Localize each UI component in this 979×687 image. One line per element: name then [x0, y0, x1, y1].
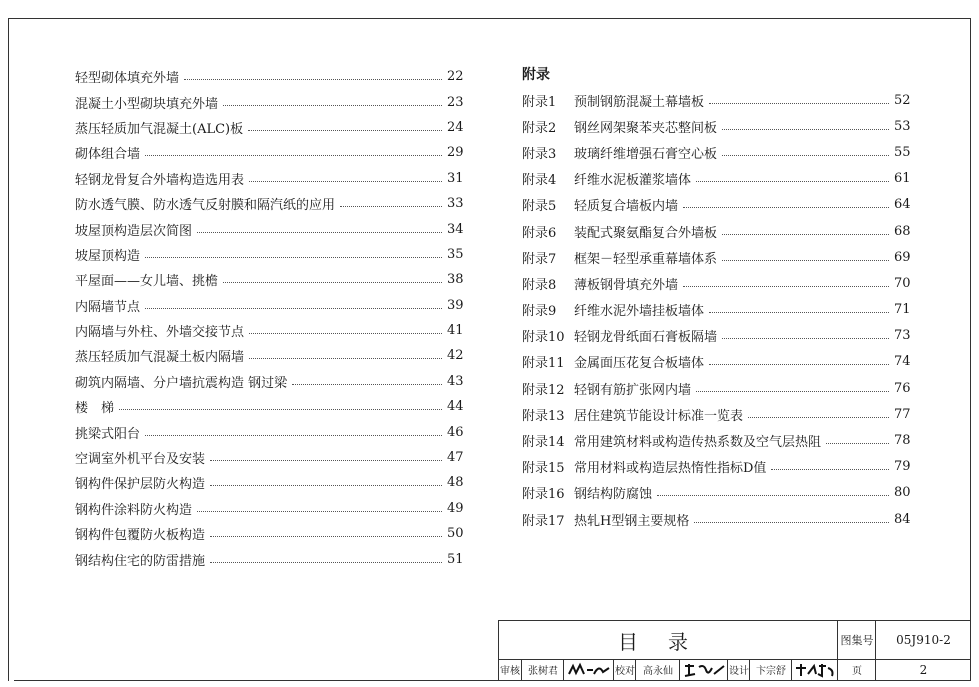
toc-entry — [75, 496, 463, 521]
appendix-entry — [522, 375, 910, 401]
appendix-entry — [522, 139, 910, 165]
toc-leader-dots — [683, 286, 889, 287]
appendix-entry — [522, 401, 910, 427]
appendix-title: 轻钢龙骨纸面石膏板隔墙 — [574, 330, 718, 346]
review-label: 审核 — [500, 666, 520, 677]
toc-entry-page: 31 — [447, 170, 464, 186]
design-label: 设计 — [727, 659, 750, 680]
appendix-code: 附录6 — [522, 225, 557, 241]
appendix-entry — [522, 323, 910, 349]
toc-entry-title: 混凝土小型砌块填充外墙 — [75, 96, 219, 112]
toc-entry-page: 47 — [447, 450, 464, 466]
appendix-entry-label — [522, 300, 704, 319]
toc-leader-dots — [145, 257, 442, 258]
appendix-entry-label — [522, 222, 717, 241]
toc-entry-title: 内隔墙与外柱、外墙交接节点 — [75, 325, 245, 341]
appendix-entry — [522, 218, 910, 244]
appendix-page: 77 — [894, 406, 911, 422]
appendix-code: 附录12 — [522, 382, 565, 398]
reviewer-signature — [563, 659, 614, 680]
appendix-title: 轻钢有筋扩张网内墙 — [574, 382, 692, 398]
toc-appendix-column — [522, 64, 910, 532]
toc-entry-page: 39 — [447, 297, 464, 313]
toc-entry — [75, 293, 463, 318]
appendix-code: 附录16 — [522, 487, 565, 503]
page-label: 页 — [837, 659, 876, 680]
toc-entry — [75, 267, 463, 292]
appendix-entry-label — [522, 195, 678, 214]
appendix-entry — [522, 270, 910, 296]
appendix-entry-label — [522, 117, 717, 136]
sheet-title: 目录 — [618, 629, 718, 654]
toc-entry — [75, 115, 463, 140]
checker-signature-mark — [682, 662, 726, 678]
appendix-title: 纤维水泥外墙挂板墙体 — [574, 304, 705, 320]
toc-entry-page: 46 — [447, 424, 464, 440]
toc-entry-page: 22 — [447, 69, 464, 85]
toc-leader-dots — [709, 312, 889, 313]
toc-leader-dots — [292, 384, 442, 385]
toc-leader-dots — [145, 435, 442, 436]
toc-leader-dots — [197, 232, 442, 233]
checker-name: 高永仙 — [635, 659, 680, 680]
appendix-page: 79 — [894, 459, 911, 475]
toc-leader-dots — [119, 409, 442, 410]
appendix-code: 附录11 — [522, 356, 565, 372]
toc-entry-title: 轻型砌体填充外墙 — [75, 71, 180, 87]
toc-leader-dots — [722, 234, 889, 235]
appendix-code: 附录13 — [522, 408, 565, 424]
atlas-number-label: 图集号 — [837, 621, 876, 659]
appendix-title: 纤维水泥板灌浆墙体 — [574, 173, 692, 189]
reviewer-signature-mark — [567, 662, 611, 678]
appendix-code: 附录9 — [522, 304, 557, 320]
toc-leader-dots — [223, 105, 442, 106]
toc-entry — [75, 242, 463, 267]
toc-entry-page: 48 — [447, 475, 464, 491]
appendix-page: 84 — [894, 511, 911, 527]
appendix-code: 附录4 — [522, 173, 557, 189]
toc-leader-dots — [197, 511, 442, 512]
check-label: 校对 — [613, 659, 636, 680]
toc-leader-dots — [709, 364, 889, 365]
toc-entry-page: 51 — [447, 551, 464, 567]
appendix-code: 附录8 — [522, 277, 557, 293]
toc-entry-page: 34 — [447, 221, 464, 237]
toc-leader-dots — [210, 536, 442, 537]
toc-entry-page: 29 — [447, 145, 464, 161]
toc-entry — [75, 521, 463, 546]
appendix-code: 附录15 — [522, 461, 565, 477]
appendix-code: 附录7 — [522, 251, 557, 267]
toc-entry-title: 钢构件涂料防火构造 — [75, 502, 193, 518]
appendix-entry — [522, 454, 910, 480]
toc-leader-dots — [210, 562, 442, 563]
appendix-entry-label — [522, 483, 652, 502]
appendix-page: 69 — [894, 249, 911, 265]
designer-name: 卞宗舒 — [749, 659, 792, 680]
appendix-entry — [522, 192, 910, 218]
toc-entry-title: 蒸压轻质加气混凝土板内隔墙 — [75, 350, 245, 366]
appendix-code: 附录1 — [522, 94, 557, 110]
appendix-entry-label — [522, 169, 691, 188]
appendix-page: 78 — [894, 433, 911, 449]
toc-leader-dots — [249, 181, 442, 182]
appendix-page: 64 — [894, 197, 911, 213]
toc-entry — [75, 470, 463, 495]
toc-leader-dots — [748, 417, 889, 418]
reviewer-name: 张树君 — [521, 659, 564, 680]
appendix-title: 金属面压花复合板墙体 — [574, 356, 705, 372]
appendix-entry — [522, 297, 910, 323]
appendix-title: 预制钢筋混凝土幕墙板 — [574, 94, 705, 110]
appendix-page: 61 — [894, 171, 911, 187]
toc-entry — [75, 445, 463, 470]
appendix-entry-label — [522, 326, 717, 345]
designer-signature — [791, 659, 838, 680]
appendix-entry — [522, 166, 910, 192]
appendix-title: 装配式聚氨酯复合外墙板 — [574, 225, 718, 241]
toc-leader-dots — [683, 207, 889, 208]
checker-signature — [679, 659, 728, 680]
toc-leader-dots — [722, 155, 889, 156]
toc-leader-dots — [722, 338, 889, 339]
toc-entry-title: 坡屋顶构造 — [75, 248, 141, 264]
toc-entry-page: 50 — [447, 526, 464, 542]
appendix-page: 52 — [894, 92, 911, 108]
toc-entry-page: 44 — [447, 399, 464, 415]
toc-leader-dots — [696, 391, 889, 392]
toc-entry-title: 防水透气膜、防水透气反射膜和隔汽纸的应用 — [75, 198, 336, 214]
appendix-page: 53 — [894, 118, 911, 134]
appendix-entry-label — [522, 379, 691, 398]
appendix-entry-label — [522, 143, 717, 162]
toc-leader-dots — [771, 469, 889, 470]
appendix-code: 附录10 — [522, 330, 565, 346]
toc-leader-dots — [826, 443, 889, 444]
toc-entry — [75, 546, 463, 571]
toc-left-column — [75, 64, 463, 572]
toc-leader-dots — [709, 103, 889, 104]
toc-entry — [75, 166, 463, 191]
appendix-title: 热轧H型钢主要规格 — [574, 513, 690, 529]
appendix-code: 附录2 — [522, 120, 557, 136]
appendix-code: 附录3 — [522, 146, 557, 162]
appendix-list — [522, 87, 910, 532]
toc-leader-dots — [694, 522, 889, 523]
toc-entry-page: 24 — [447, 119, 464, 135]
toc-leader-dots — [340, 206, 442, 207]
toc-leader-dots — [248, 130, 442, 131]
appendix-title: 玻璃纤维增强石膏空心板 — [574, 146, 718, 162]
atlas-number: 05J910-2 — [875, 621, 971, 659]
title-block-signature-row — [499, 659, 970, 680]
appendix-title: 居住建筑节能设计标准一览表 — [574, 408, 744, 424]
toc-entry — [75, 369, 463, 394]
toc-leader-dots — [657, 495, 889, 496]
toc-entry-title: 坡屋顶构造层次简图 — [75, 223, 193, 239]
appendix-title: 钢丝网架聚苯夹芯整间板 — [574, 120, 718, 136]
toc-entry-page: 33 — [447, 196, 464, 212]
toc-entry-title: 内隔墙节点 — [75, 299, 141, 315]
title-block — [498, 620, 971, 681]
appendix-title: 薄板钢骨填充外墙 — [574, 277, 679, 293]
toc-entry — [75, 140, 463, 165]
appendix-entry — [522, 480, 910, 506]
appendix-page: 68 — [894, 223, 911, 239]
toc-entry-title: 蒸压轻质加气混凝土(ALC)板 — [75, 121, 244, 137]
appendix-entry — [522, 506, 910, 532]
appendix-entry — [522, 113, 910, 139]
toc-leader-dots — [696, 181, 889, 182]
toc-entry-page: 49 — [447, 500, 464, 516]
appendix-page: 76 — [894, 380, 911, 396]
toc-leader-dots — [210, 460, 442, 461]
appendix-page: 74 — [894, 354, 911, 370]
toc-leader-dots — [145, 155, 442, 156]
appendix-entry — [522, 87, 910, 113]
toc-entry — [75, 216, 463, 241]
toc-entry-title: 砌体组合墙 — [75, 147, 141, 163]
appendix-entry — [522, 427, 910, 453]
toc-entry-page: 23 — [447, 94, 464, 110]
appendix-page: 55 — [894, 144, 911, 160]
toc-entry — [75, 318, 463, 343]
appendix-entry-label — [522, 248, 717, 267]
appendix-heading: 附录 — [522, 67, 550, 83]
appendix-title: 轻质复合墙板内墙 — [574, 199, 679, 215]
appendix-entry-label — [522, 431, 821, 450]
toc-entry-title: 钢构件保护层防火构造 — [75, 477, 206, 493]
title-block-top-row — [499, 621, 970, 660]
page-number: 2 — [875, 659, 971, 680]
toc-entry-page: 35 — [447, 246, 464, 262]
toc-entry-title: 钢构件包覆防火板构造 — [75, 528, 206, 544]
toc-leader-dots — [145, 308, 442, 309]
toc-entry-title: 空调室外机平台及安装 — [75, 452, 206, 468]
toc-entry-title: 挑梁式阳台 — [75, 426, 141, 442]
appendix-entry-label — [522, 457, 766, 476]
toc-entry — [75, 419, 463, 444]
appendix-title: 常用材料或构造层热惰性指标D值 — [574, 461, 767, 477]
toc-entry — [75, 191, 463, 216]
toc-entry-title: 楼 梯 — [75, 401, 115, 417]
toc-entry — [75, 89, 463, 114]
appendix-title: 钢结构防腐蚀 — [574, 487, 653, 503]
toc-entry-title: 轻钢龙骨复合外墙构造选用表 — [75, 172, 245, 188]
appendix-page: 71 — [894, 302, 911, 318]
toc-entry — [75, 343, 463, 368]
toc-entry — [75, 64, 463, 89]
toc-leader-dots — [223, 282, 442, 283]
appendix-entry-label — [522, 274, 678, 293]
toc-entry-page: 42 — [447, 348, 464, 364]
appendix-entry — [522, 244, 910, 270]
appendix-entry-label — [522, 510, 689, 529]
appendix-entry-label — [522, 352, 704, 371]
appendix-title: 框架－轻型承重幕墙体系 — [574, 251, 718, 267]
designer-signature-mark — [794, 662, 836, 678]
appendix-page: 73 — [894, 328, 911, 344]
appendix-code: 附录5 — [522, 199, 557, 215]
toc-leader-dots — [722, 129, 889, 130]
toc-leader-dots — [722, 260, 889, 261]
toc-entry-title: 钢结构住宅的防雷措施 — [75, 553, 206, 569]
toc-leader-dots — [184, 79, 442, 80]
toc-leader-dots — [249, 358, 442, 359]
appendix-code: 附录14 — [522, 435, 565, 451]
toc-entry-page: 38 — [447, 272, 464, 288]
appendix-page: 80 — [894, 485, 911, 501]
appendix-entry-label — [522, 405, 743, 424]
appendix-title: 常用建筑材料或构造传热系数及空气层热阻 — [574, 435, 822, 451]
toc-entry-page: 41 — [447, 323, 464, 339]
toc-entry-title: 平屋面——女儿墙、挑檐 — [75, 274, 219, 290]
toc-leader-dots — [249, 333, 442, 334]
toc-entry — [75, 394, 463, 419]
appendix-page: 70 — [894, 275, 911, 291]
toc-leader-dots — [210, 485, 442, 486]
toc-entry-title: 砌筑内隔墙、分户墙抗震构造 钢过梁 — [75, 375, 288, 391]
appendix-entry — [522, 349, 910, 375]
toc-entry-page: 43 — [447, 373, 464, 389]
appendix-code: 附录17 — [522, 513, 565, 529]
appendix-entry-label — [522, 91, 704, 110]
